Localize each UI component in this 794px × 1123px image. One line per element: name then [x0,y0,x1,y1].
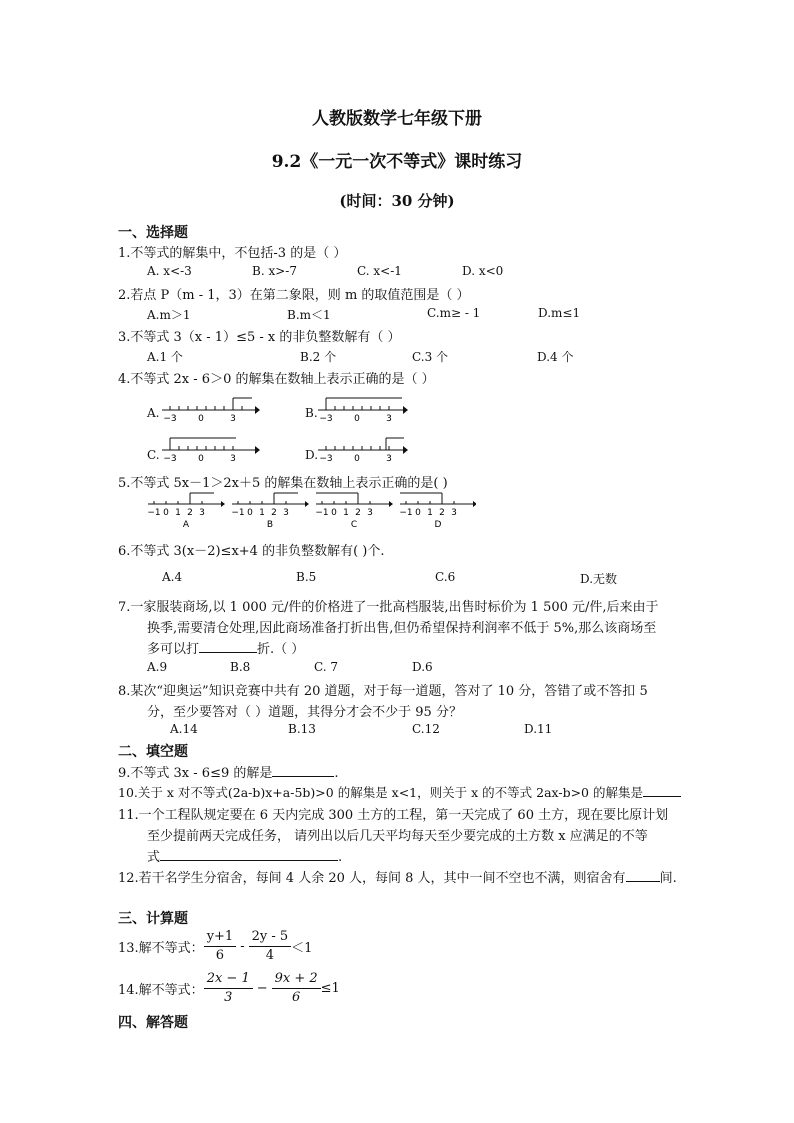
q1-option-d: D. x<0 [462,264,504,278]
q1-option-a: A. x<-3 [147,264,192,278]
tick-label: 3 [230,454,236,464]
svg-text:−1: −1 [147,508,161,518]
q1-option-b: B. x>-7 [252,264,297,278]
q7-option-a: A.9 [147,660,168,674]
q5-number-line-c [315,493,393,530]
section-choice: 一、选择题 [118,225,188,241]
section-calculation: 三、计算题 [118,911,188,927]
svg-text:1: 1 [427,508,433,518]
svg-text:0: 0 [247,508,253,518]
svg-text:2: 2 [271,508,277,518]
q8-option-b: B.13 [288,722,316,736]
q3-option-c: C.3 个 [412,350,449,364]
svg-text:3: 3 [199,508,205,518]
fraction: $\frac{2x - 1}{3}$ [204,970,253,1007]
tick-label: −3 [319,454,333,464]
tick-label: 3 [386,414,392,424]
q6-option-b: B.5 [296,570,317,584]
q8-option-a: A.14 [170,722,198,736]
q6-option-d: D.无数 [580,572,618,586]
question-10: 10.关于 x 对不等式(2a-b)x+a-5b)>0 的解集是 x<1，则关于 x 的不等式 2ax-b>0 的解集是 [118,783,681,801]
svg-text:C: C [350,520,358,530]
q5-number-line-d [399,493,476,530]
tick-label: 0 [354,414,360,424]
q3-option-d: D.4 个 [537,350,574,364]
fraction: $\frac{2y - 5}{4}$ [249,928,292,965]
question-11-line-2: 至少提前两天完成任务， 请列出以后几天平均每天至少要完成的土方数 x 应满足的不等 [147,829,648,844]
question-7-line-2: 换季,需要清仓处理,因此商场准备打折出售,但仍希望保持利润率不低于 5%,那么该商场至 [147,621,657,636]
q6-option-c: C.6 [435,570,456,584]
q4-number-line-c [160,432,260,464]
svg-text:3: 3 [367,508,373,518]
svg-text:B: B [266,520,274,530]
svg-text:3: 3 [451,508,457,518]
q6-option-a: A.4 [162,570,183,584]
svg-text:3: 3 [283,508,289,518]
q2-option-c: C.m≥ - 1 [427,306,481,320]
question-1: 1.不等式的解集中，不包括-3 的是（ ） [118,246,347,261]
answer-blank [643,783,681,797]
q5-number-lines [146,490,476,532]
svg-text:A: A [182,520,190,530]
svg-text:2: 2 [355,508,361,518]
question-12: 12.若干名学生分宿舍，每间 4 人余 20 人，每间 8 人，其中一间不空也不满，则宿舍有 间. [118,867,677,886]
question-3: 3.不等式 3（x - 1）≤5 - x 的非负整数解有（ ） [118,330,401,345]
q1-option-c: C. x<-1 [357,264,402,278]
tick-label: 0 [198,414,204,424]
q7-option-b: B.8 [230,660,251,674]
q8-option-c: C.12 [412,722,440,736]
tick-label: 3 [386,454,392,464]
question-5: 5.不等式 5x－1＞2x＋5 的解集在数轴上表示正确的是( ) [118,476,448,491]
answer-blank [272,763,334,777]
q7-option-d: D.6 [412,660,433,674]
question-7-line-1: 7.一家服装商场,以 1 000 元/件的价格进了一批高档服装,出售时标价为 1 500 元/件,后来由于 [118,600,659,615]
question-7-line-3: 多可以打 折.（ ） [147,638,304,657]
q5-number-line-a [147,493,225,530]
question-13: 13.解不等式： $\frac{y+1}{6}$ - $\frac{2y - 5}{4}$ ＜1 [118,929,313,963]
q5-number-line-b [231,493,309,530]
q4-number-line-d [316,432,416,464]
svg-text:0: 0 [163,508,169,518]
answer-blank [199,639,257,653]
tick-label: −3 [319,414,333,424]
q4-number-line-a [160,394,260,424]
section-solution: 四、解答题 [118,1015,188,1031]
question-4: 4.不等式 2x - 6＞0 的解集在数轴上表示正确的是（ ） [118,372,435,387]
q8-option-d: D.11 [524,722,553,736]
question-8-line-2: 分，至少要答对（ ）道题，其得分才会不少于 95 分？ [147,705,462,720]
svg-text:0: 0 [331,508,337,518]
svg-text:−1: −1 [315,508,329,518]
page-title: 人教版数学七年级下册 [312,109,482,129]
time-limit: (时间：30 分钟) [339,192,455,210]
question-11-line-1: 11.一个工程队规定要在 6 天内完成 300 土方的工程，第一天完成了 60 土方，现在要比原计划 [118,808,669,823]
q3-option-b: B.2 个 [300,350,337,364]
q4-option-c: C. [147,448,160,462]
q4-option-a: A. [147,406,160,420]
question-14: 14.解不等式： $\frac{2x - 1}{3}$ − $\frac{9x + 2}{6}$ ≤1 [118,971,340,1005]
tick-label: 0 [354,454,360,464]
svg-text:−1: −1 [399,508,413,518]
question-11-line-3: 式 . [147,846,342,865]
question-2: 2.若点 P（m - 1，3）在第二象限，则 m 的取值范围是（ ） [118,288,470,303]
tick-label: −3 [163,414,177,424]
q2-option-d: D.m≤1 [538,306,581,320]
q3-option-a: A.1 个 [147,350,183,364]
svg-text:D: D [434,520,442,530]
page-subtitle: 9.2《一元一次不等式》课时练习 [271,152,523,172]
tick-label: −3 [163,454,177,464]
q4-option-b: B. [305,406,318,420]
fraction: $\frac{9x + 2}{6}$ [272,970,321,1007]
question-8-line-1: 8.某次“迎奥运”知识竞赛中共有 20 道题，对于每一道题，答对了 10 分，答错了或不答扣 5 [118,684,648,699]
question-9: 9.不等式 3x - 6≤9 的解是 . [118,762,339,781]
svg-text:1: 1 [343,508,349,518]
q2-option-a: A.m＞1 [147,308,191,322]
svg-text:2: 2 [439,508,445,518]
q4-option-d: D. [305,448,319,462]
svg-text:−1: −1 [231,508,245,518]
svg-text:0: 0 [415,508,421,518]
tick-label: 3 [230,414,236,424]
q4-number-line-b [316,394,416,424]
answer-blank [626,868,660,882]
svg-text:2: 2 [187,508,193,518]
svg-text:1: 1 [175,508,181,518]
q7-option-c: C. 7 [314,660,339,674]
tick-label: 0 [198,454,204,464]
q2-option-b: B.m＜1 [287,308,331,322]
section-fill-blank: 二、填空题 [118,744,188,760]
fraction: $\frac{y+1}{6}$ [204,928,237,965]
answer-blank [160,847,338,861]
svg-text:1: 1 [259,508,265,518]
question-6: 6.不等式 3(x－2)≤x+4 的非负整数解有( )个. [118,544,385,559]
